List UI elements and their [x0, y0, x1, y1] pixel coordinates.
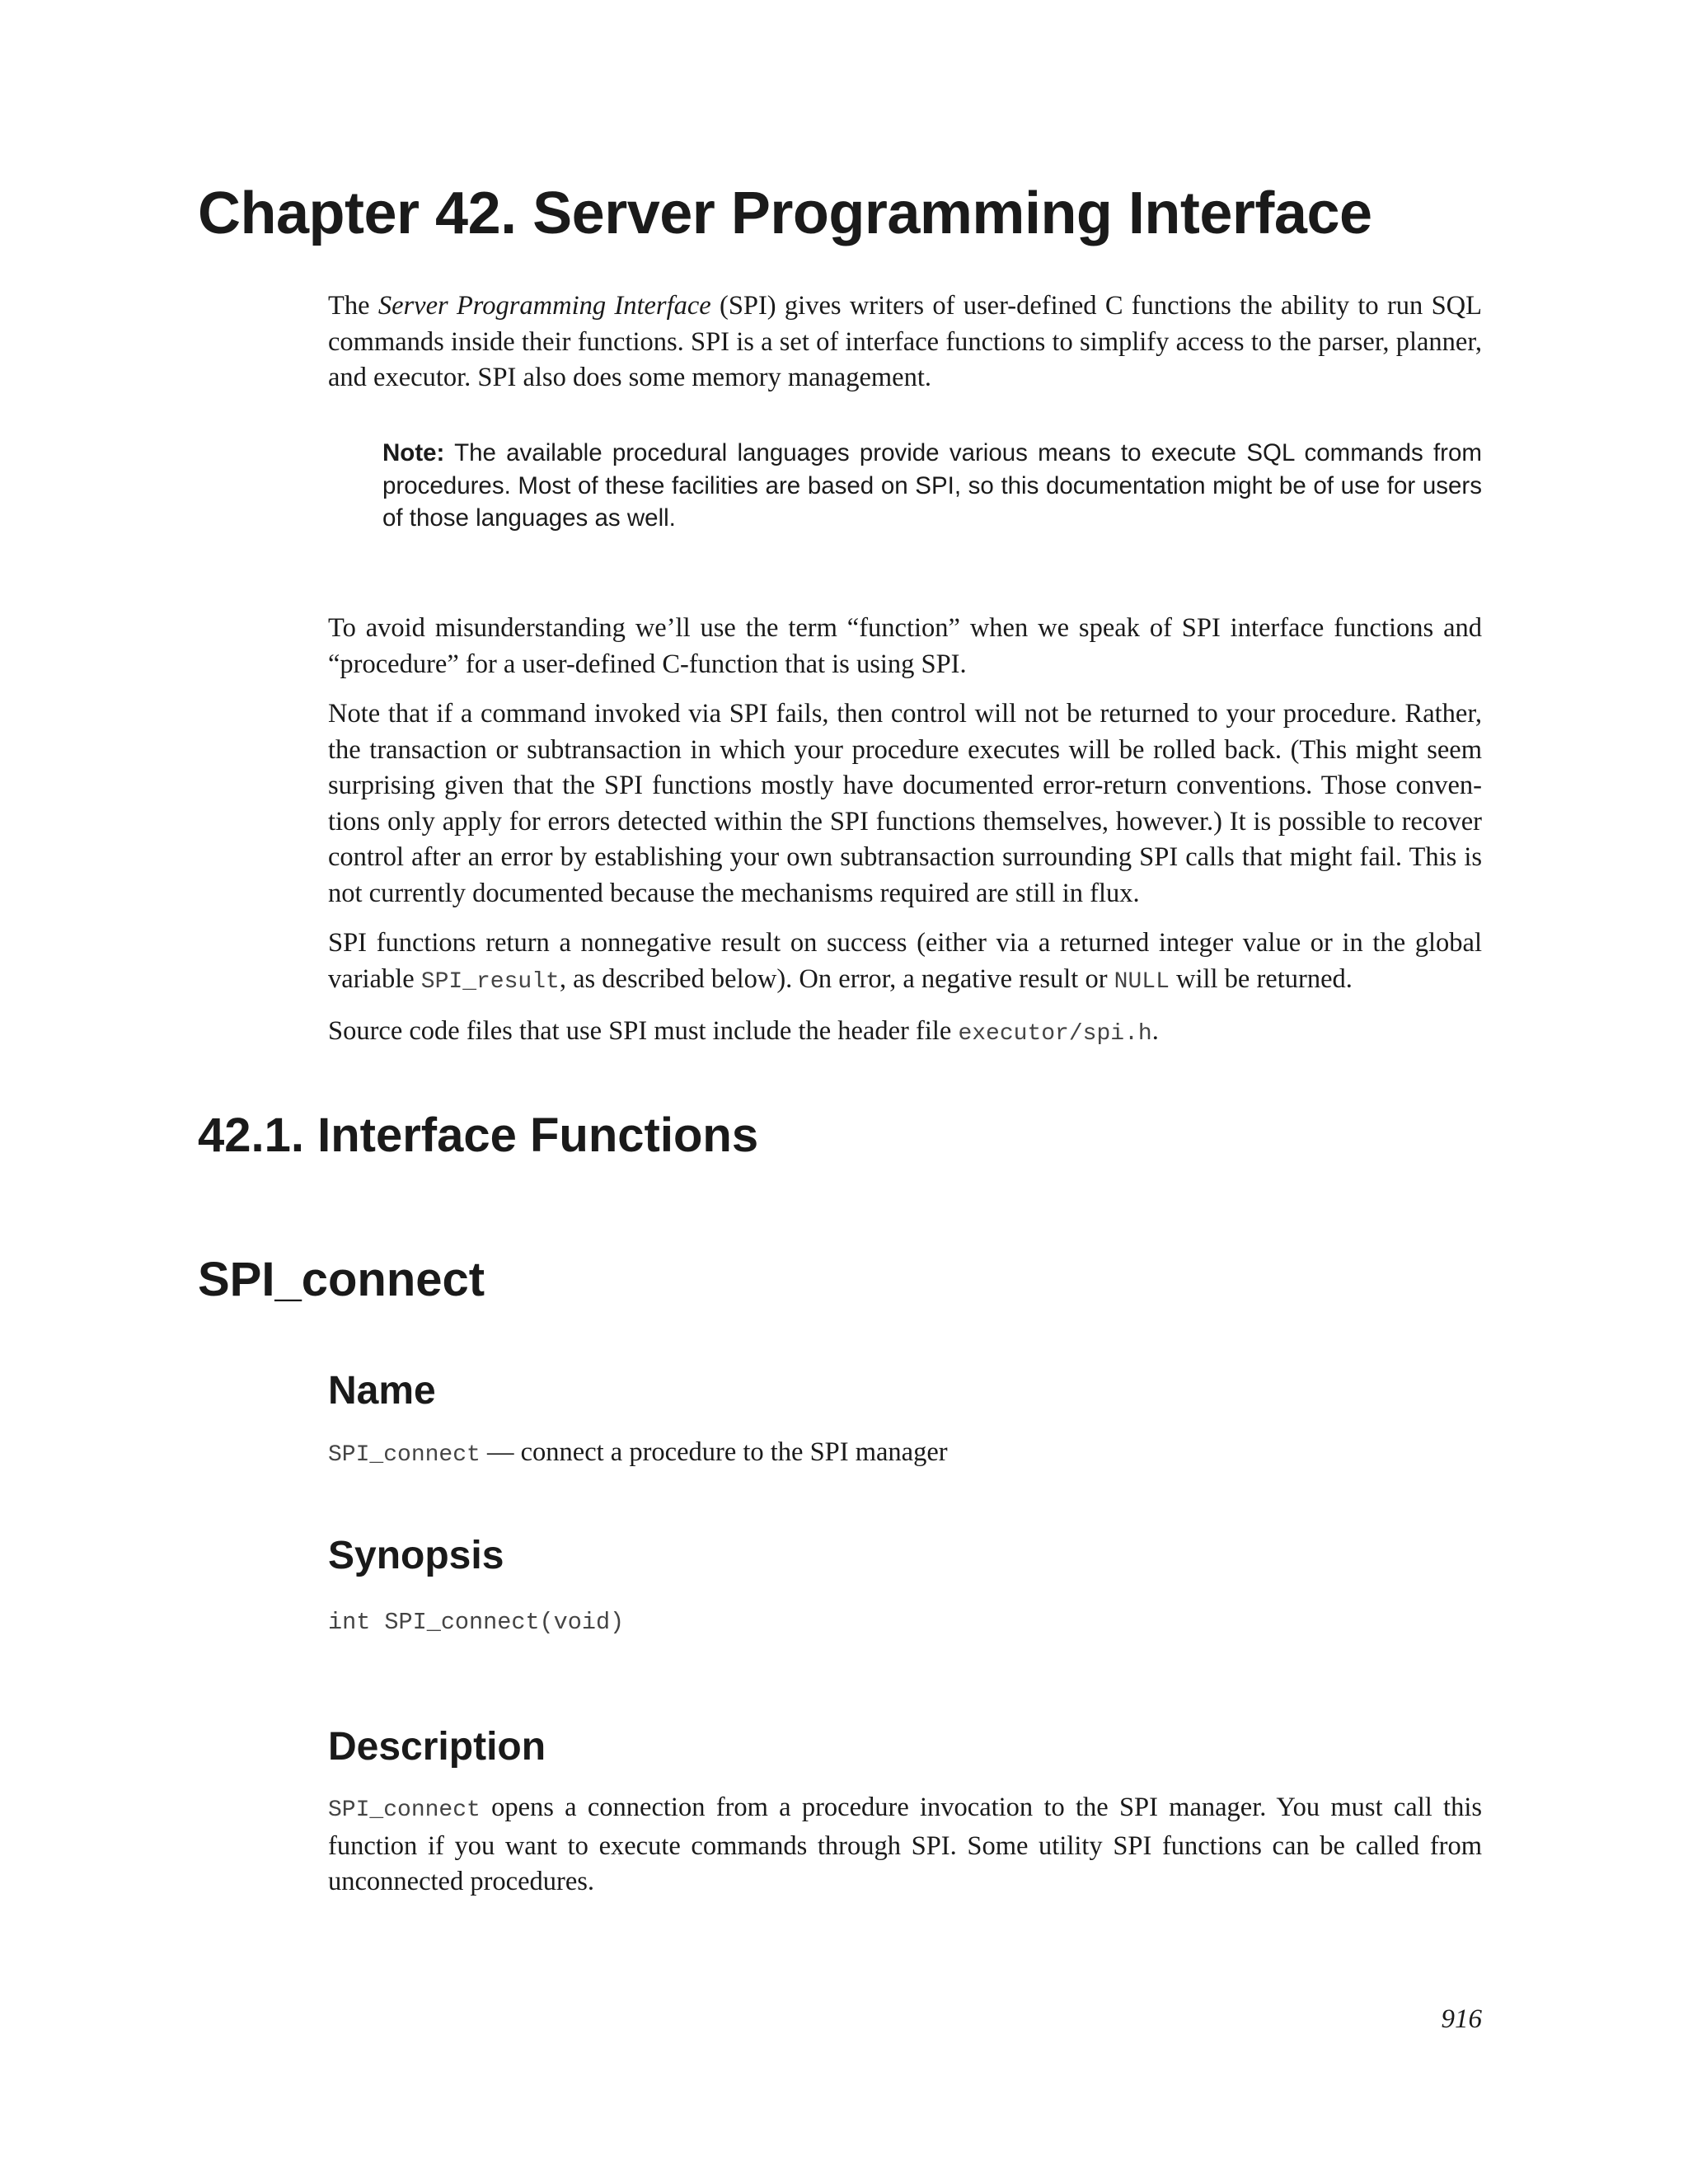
p4-text-b: . — [1151, 1016, 1159, 1046]
paragraph-terminology: To avoid misunderstanding we’ll use the term “function” when we speak of SPI interface functions and “procedure” for a user-defined C-function that is using SPI. — [328, 613, 1482, 679]
body-paragraphs — [328, 611, 1482, 1052]
chapter-title: Chapter 42. Server Programming Interface — [198, 180, 1372, 246]
header-file-code: executor/spi.h — [958, 1021, 1152, 1047]
note-block — [382, 437, 1482, 535]
null-code: NULL — [1114, 968, 1170, 995]
page-number: 916 — [1441, 2004, 1482, 2034]
description-code: SPI_connect — [328, 1797, 481, 1823]
description-block — [328, 1790, 1482, 1900]
section-title: 42.1. Interface Functions — [198, 1108, 759, 1162]
intro-block — [328, 288, 1482, 396]
description-paragraph — [328, 1790, 1482, 1900]
paragraph-return-values — [328, 926, 1482, 1000]
p3-text-c: will be returned. — [1169, 963, 1353, 994]
intro-term: Server Programming Interface — [377, 291, 711, 321]
p3-text-b: , as described below). On error, a negative result or — [559, 963, 1114, 994]
intro-post: (SPI) gives writers of user-defined C functions the ability to run SQL commands inside their functions. SPI is a set of interface functions to simplify access to the parser, planner, and executor. SPI also does some memory management. — [328, 291, 1482, 392]
note-label: Note: — [382, 439, 445, 466]
name-heading: Name — [328, 1369, 436, 1413]
p4-text-a: Source code files that use SPI must include the header file — [328, 1016, 959, 1046]
description-heading: Description — [328, 1725, 546, 1769]
name-line — [328, 1435, 948, 1474]
p3-text-a: SPI functions return a nonnegative result on success (either via a returned integer value or in the global variable — [328, 928, 1482, 994]
name-code: SPI_connect — [328, 1442, 481, 1468]
description-text: opens a connection from a procedure invocation to the SPI manager. You must call this function if you want to execute commands through SPI. Some utility SPI functions can be called from unconnected procedures. — [328, 1793, 1482, 1896]
synopsis-code: int SPI_connect(void) — [328, 1609, 625, 1636]
intro-paragraph — [328, 288, 1482, 396]
paragraph-header-file — [328, 1014, 1482, 1052]
note-text: The available procedural languages provide various means to execute SQL commands from procedures. Most of these facilities are based on SPI, so this documentation might be of use for users of those languages as well. — [382, 439, 1482, 532]
synopsis-heading: Synopsis — [328, 1534, 504, 1577]
spi-result-code: SPI_result — [420, 968, 560, 995]
intro-pre: The — [328, 291, 378, 321]
refentry-title: SPI_connect — [198, 1253, 485, 1306]
name-description: — connect a procedure to the SPI manager — [480, 1437, 948, 1467]
paragraph-errors: Note that if a command invoked via SPI fails, then control will not be returned to your procedure. Rather, the transaction or subtransaction in which your procedure executes will be rolled back. (This might seem surprising given that the SPI functions mostly have documented error-return conventions. Those conven- tions only apply for errors detected within the SPI functions themselves, however.) It is possible to recover control after an error by establishing your own subtransaction surrounding SPI calls that might fail. This is not currently documented because the mechanisms required are still in flux. — [328, 699, 1482, 908]
